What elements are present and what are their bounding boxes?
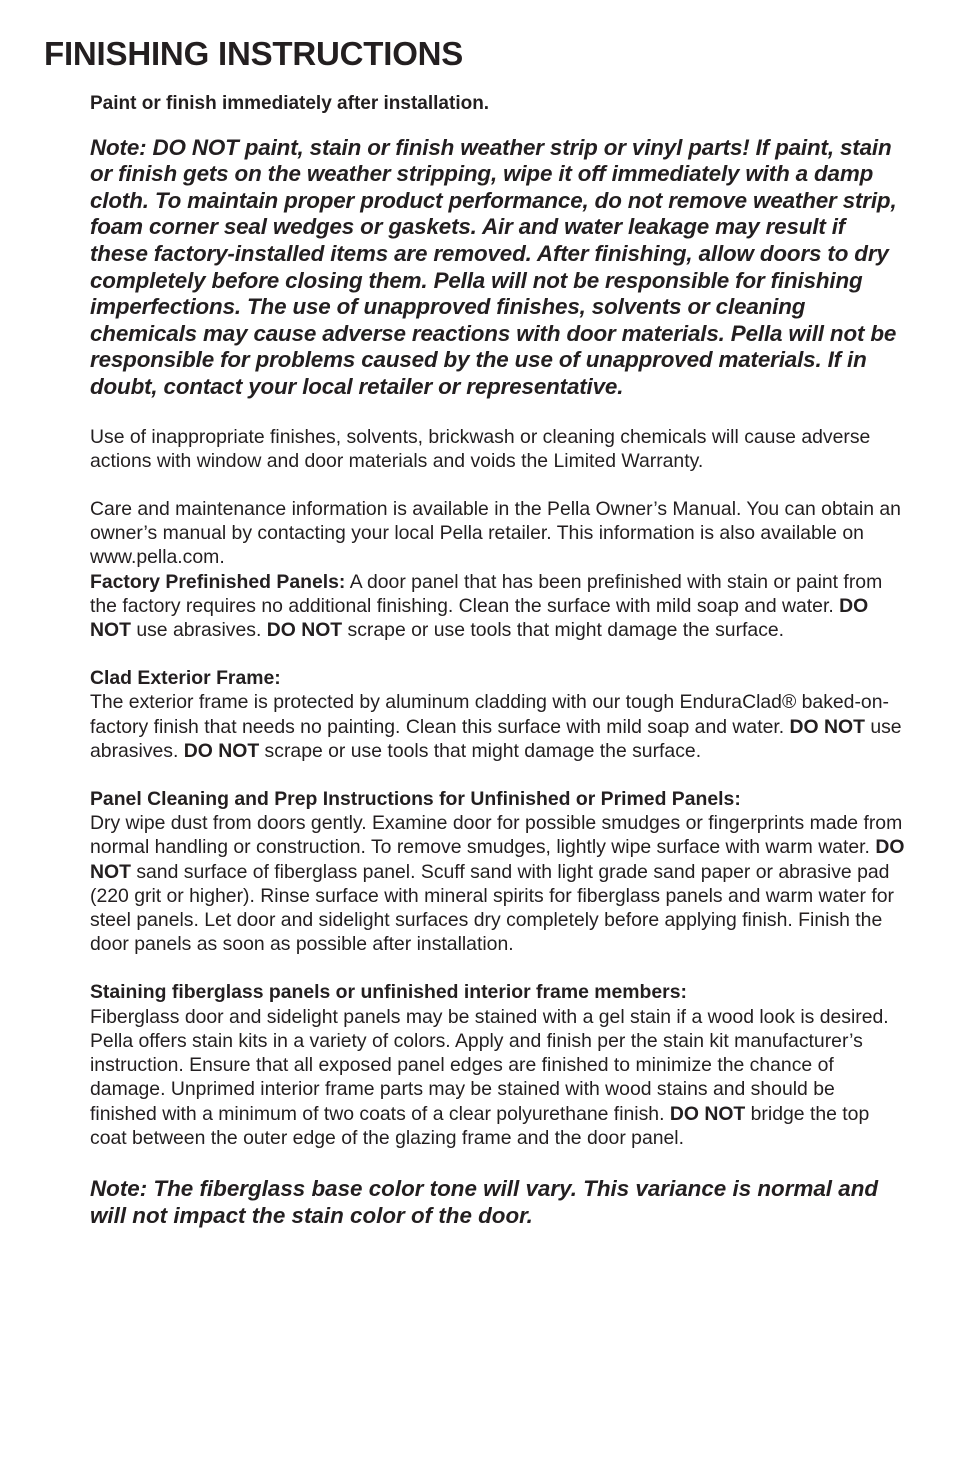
panel-cleaning-section [90, 787, 905, 956]
section-heading: Clad Exterior Frame: [90, 667, 281, 690]
do-not-emphasis: DO NOT [669, 1102, 746, 1125]
section-text: scrape or use tools that might damage the surface. [342, 619, 785, 642]
do-not-emphasis: DO NOT [183, 739, 260, 762]
lead-instruction: Paint or finish immediately after installation. [90, 93, 490, 114]
section-text: bridge the top coat between the outer edge of the glazing frame and the door panel. [90, 1102, 870, 1149]
section-heading: Panel Cleaning and Prep Instructions for Unfinished or Primed Panels: [90, 788, 741, 811]
page-title: FINISHING INSTRUCTIONS [44, 35, 464, 72]
warranty-paragraph: Use of inappropriate finishes, solvents, brickwash or cleaning chemicals will cause adverse actions with window and door materials and voids the Limited Warranty. [90, 425, 871, 472]
section-text: Fiberglass door and sidelight panels may be stained with a gel stain if a wood look is desired. Pella offers stain kits in a variety of colors. Apply and finish per the stain kit manufacturer’s instruction. Ensure that all exposed panel edges are finished to minimize the chance of damage. Unprimed interior frame parts may be stained with wood stains and should be finished with a minimum of two coats of a clear polyurethane finish. [90, 1005, 889, 1125]
do-not-emphasis: DO NOT [90, 836, 905, 883]
do-not-emphasis: DO NOT [266, 619, 343, 642]
section-heading: Staining fiberglass panels or unfinished interior frame members: [90, 981, 687, 1004]
section-text: use abrasives. [90, 715, 902, 762]
staining-section [90, 980, 905, 1149]
clad-exterior-section [90, 666, 905, 763]
section-text: sand surface of fiberglass panel. Scuff sand with light grade sand paper or abrasive pad (220 grit or higher). Rinse surface with mineral spirits for fiberglass panels and warm water for steel panels. Let door and sidelight surfaces dry completely before applying finish. Finish the door panels as soon as possible after installation. [90, 860, 894, 956]
instructions-body [90, 92, 905, 1229]
final-note: Note: The fiberglass base color tone will vary. This variance is normal and will not impact the stain color of the door. [90, 1175, 879, 1228]
section-text: scrape or use tools that might damage the surface. [259, 739, 702, 762]
section-text: Dry wipe dust from doors gently. Examine door for possible smudges or fingerprints made from normal handling or construction. To remove smudges, lightly wipe surface with warm water. [90, 812, 903, 859]
section-text: The exterior frame is protected by aluminum cladding with our tough EnduraClad® baked-on-factory finish that needs no painting. Clean this surface with mild soap and water. [90, 691, 889, 738]
care-paragraph: Care and maintenance information is available in the Pella Owner’s Manual. You can obtain an owner’s manual by contacting your local Pella retailer. This information is also available on www.pella.com. [90, 498, 901, 569]
section-text: A door panel that has been prefinished with stain or paint from the factory requires no additional finishing. Clean the surface with mild soap and water. [90, 570, 883, 617]
section-heading: Factory Prefinished Panels: [90, 570, 346, 593]
do-not-emphasis: DO NOT [90, 594, 869, 642]
do-not-emphasis: DO NOT [789, 715, 865, 738]
warning-note: Note: DO NOT paint, stain or finish weather strip or vinyl parts! If paint, stain or finish gets on the weather stripping, wipe it off immediately with a damp cloth. To maintain proper product performance, do not remove weather strip, foam corner seal wedges or gaskets. Air and water leakage may result if these factory-installed items are removed. After finishing, allow doors to dry completely before closing them. Pella will not be responsible for finishing imperfections. The use of unapproved finishes, solvents or cleaning chemicals may cause adverse reactions with door materials. Pella will not be responsible for problems caused by the use of unapproved materials. If in doubt, contact your local retailer or representative. [90, 134, 897, 400]
factory-prefinished-section [90, 570, 905, 643]
section-text: use abrasives. [130, 619, 267, 642]
